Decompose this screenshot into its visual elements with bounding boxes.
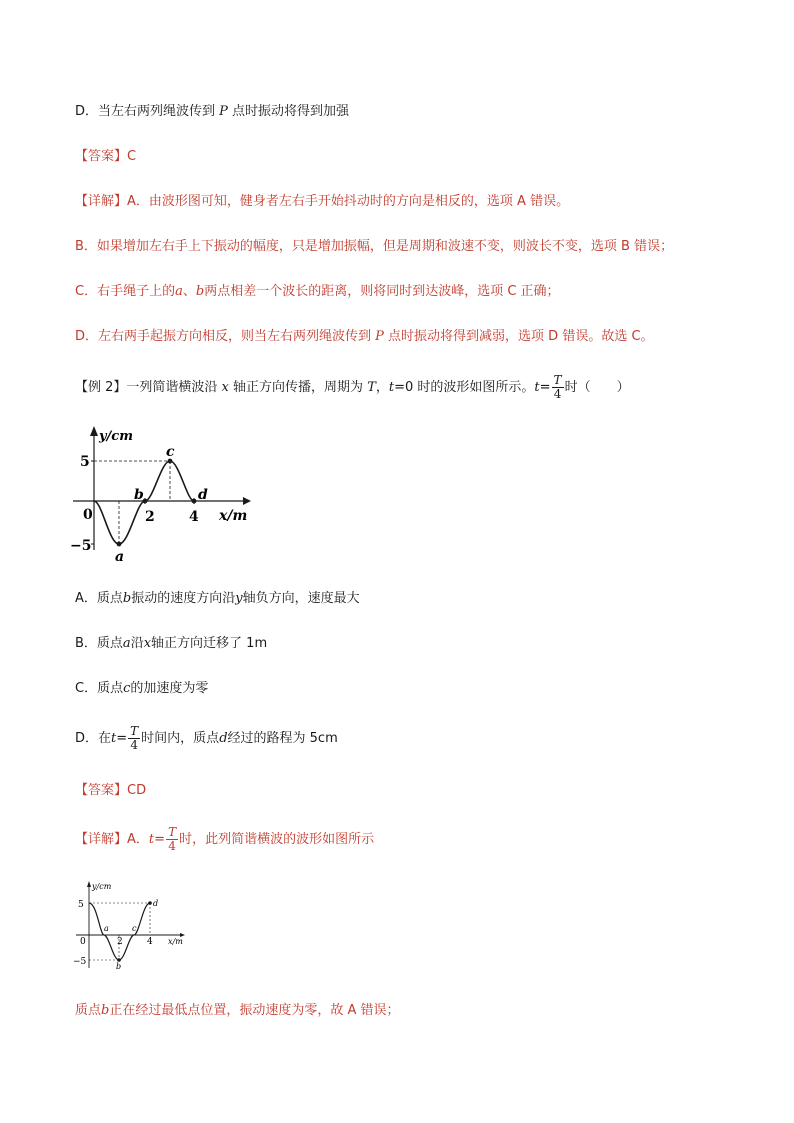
detail-2-a xyxy=(75,824,374,856)
tick-label-2: 2 xyxy=(145,509,155,525)
point-d-label: d xyxy=(198,487,208,503)
text: 轴正方向传播，周期为 xyxy=(233,380,364,395)
answer-2 xyxy=(75,781,146,801)
point-d-dot xyxy=(148,901,152,905)
tick-label-4: 4 xyxy=(147,937,153,947)
text: A． xyxy=(127,832,149,847)
point-c-label: c xyxy=(132,924,137,933)
answer-1 xyxy=(75,147,136,167)
tick-label-4: 4 xyxy=(189,509,199,525)
fraction-numerator: T xyxy=(130,724,139,738)
answer-value: CD xyxy=(127,783,147,798)
var-x: x xyxy=(143,636,152,651)
option-c xyxy=(75,679,208,699)
x-axis-label: x/m xyxy=(168,937,183,946)
y-axis-label: y/cm xyxy=(92,882,112,891)
text: B．质点 xyxy=(75,636,123,651)
point-a-label: a xyxy=(104,924,109,933)
waveform xyxy=(89,903,150,960)
answer-value: C xyxy=(127,149,137,164)
var-b: b xyxy=(122,591,132,606)
text: 时，此列简谐横波的波形如图所示 xyxy=(179,832,375,847)
x-axis-arrow-icon xyxy=(243,497,251,505)
text: C．质点 xyxy=(75,681,124,696)
option-d-previous xyxy=(75,102,349,122)
var-t: t xyxy=(388,380,395,395)
text: =0 时的波形如图所示。 xyxy=(394,380,535,395)
text: D．当左右两列绳波传到 xyxy=(75,104,216,119)
detail-1-a xyxy=(75,192,569,212)
fraction-denominator: 4 xyxy=(168,839,176,853)
text: A．质点 xyxy=(75,591,123,606)
option-a xyxy=(75,589,360,609)
x-axis-label: x/m xyxy=(219,508,248,524)
detail-1-d xyxy=(75,327,654,347)
text: = xyxy=(154,832,166,847)
text: 轴负方向，速度最大 xyxy=(242,591,360,606)
text: C．右手绳子上的 xyxy=(75,284,176,299)
point-b-label: b xyxy=(116,962,122,970)
y-axis-label: y/cm xyxy=(99,429,133,444)
point-d-dot xyxy=(192,499,197,504)
text: 点时振动将得到加强 xyxy=(232,104,350,119)
text: 质点 xyxy=(75,1003,102,1018)
y-axis-arrow-icon xyxy=(90,426,98,436)
tick-label-y-5: −5 xyxy=(73,957,87,967)
var-t: t xyxy=(148,832,155,847)
fraction-numerator: T xyxy=(553,373,562,387)
detail-tag: 【详解】 xyxy=(75,194,128,209)
var-t: t xyxy=(534,380,540,395)
tick-label-2: 2 xyxy=(117,937,123,947)
detail-1-b xyxy=(75,237,673,257)
text: 振动的速度方向沿 xyxy=(131,591,236,606)
point-d-label: d xyxy=(153,899,159,908)
point-b-label: b xyxy=(134,487,144,503)
text: 经过的路程为 5cm xyxy=(227,731,338,746)
tick-label-0: 0 xyxy=(80,937,86,947)
option-b xyxy=(75,634,267,654)
text: 沿 xyxy=(130,636,144,651)
detail-2-final xyxy=(75,1001,400,1021)
var-y: y xyxy=(235,591,243,606)
text: 时间内，质点 xyxy=(141,731,220,746)
point-c-label: c xyxy=(166,444,175,460)
var-b: b xyxy=(195,284,205,299)
tick-label-y-5: −5 xyxy=(70,538,92,554)
text: 时（ ） xyxy=(564,380,630,395)
point-p: P xyxy=(219,104,228,119)
text: 两点相差一个波长的距离，则将同时到达波峰，选项 C 正确； xyxy=(204,284,560,299)
var-t: T xyxy=(367,380,376,395)
example-2-question xyxy=(75,372,630,404)
point-a-label: a xyxy=(115,549,125,565)
var-a: a xyxy=(122,636,131,651)
detail-text: A．由波形图可知，健身者左右手开始抖动时的方向是相反的，选项 A 错误。 xyxy=(127,194,570,209)
var-t: t xyxy=(111,731,117,746)
text: = xyxy=(539,380,551,395)
text: 正在经过最低点位置，振动速度为零，故 A 错误； xyxy=(109,1003,400,1018)
fraction xyxy=(166,826,178,853)
var-a: a xyxy=(175,284,183,299)
text: 点时振动将得到减弱，选项 D 错误。故选 C。 xyxy=(388,329,654,344)
answer-tag: 【答案】 xyxy=(75,149,128,164)
point-p: P xyxy=(375,329,384,344)
detail-text: B．如果增加左右手上下振动的幅度，只是增加振幅，但是周期和波速不变，则波长不变，选项 B 错误； xyxy=(75,239,674,254)
fraction-denominator: 4 xyxy=(130,738,138,752)
text: D．左右两手起振方向相反，则当左右两列绳波传到 xyxy=(75,329,372,344)
tick-label-y5: 5 xyxy=(80,454,90,470)
var-x: x xyxy=(221,380,229,395)
text: 、 xyxy=(182,284,196,299)
var-c: c xyxy=(123,681,131,696)
text: D．在 xyxy=(75,731,112,746)
wave-figure-t0 xyxy=(65,420,255,565)
fraction xyxy=(552,374,564,401)
detail-tag: 【详解】 xyxy=(75,832,128,847)
fraction-denominator: 4 xyxy=(553,387,562,401)
tick-label-y5: 5 xyxy=(78,900,84,910)
text: 的加速度为零 xyxy=(130,681,209,696)
wave-figure-t-quarter xyxy=(70,878,190,970)
fraction-numerator: T xyxy=(168,825,177,839)
text: 轴正方向迁移了 1m xyxy=(151,636,268,651)
point-a-dot xyxy=(117,542,122,547)
text: ， xyxy=(375,380,389,395)
var-b: b xyxy=(101,1003,110,1018)
detail-1-c xyxy=(75,282,560,302)
var-d: d xyxy=(219,731,228,746)
fraction xyxy=(128,725,140,752)
text: = xyxy=(116,731,128,746)
tick-label-0: 0 xyxy=(83,507,93,523)
option-d xyxy=(75,723,338,755)
y-axis-arrow-icon xyxy=(87,881,91,887)
text: 【例 2】一列简谐横波沿 xyxy=(75,380,218,395)
answer-tag: 【答案】 xyxy=(75,783,128,798)
